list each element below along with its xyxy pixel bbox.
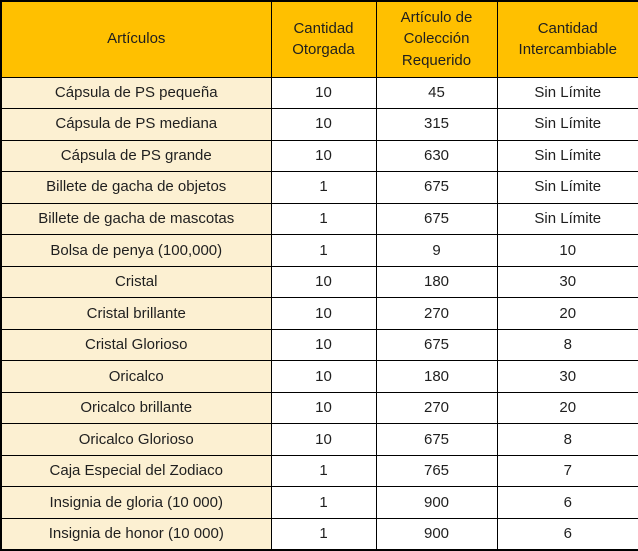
required-collection-item-cell: 900 xyxy=(376,518,497,550)
required-collection-item-cell: 900 xyxy=(376,487,497,519)
required-collection-item-cell: 630 xyxy=(376,140,497,172)
items-cell: Cápsula de PS mediana xyxy=(1,109,271,141)
exchangeable-quantity-cell: 7 xyxy=(497,455,638,487)
exchangeable-quantity-cell: 6 xyxy=(497,487,638,519)
exchangeable-quantity-cell: Sin Límite xyxy=(497,109,638,141)
items-cell: Insignia de gloria (10 000) xyxy=(1,487,271,519)
required-collection-item-cell: 9 xyxy=(376,235,497,267)
exchangeable-quantity-cell: 8 xyxy=(497,329,638,361)
items-cell: Caja Especial del Zodiaco xyxy=(1,455,271,487)
granted-quantity-cell: 10 xyxy=(271,424,376,456)
table-row xyxy=(1,77,638,109)
table-row xyxy=(1,487,638,519)
exchangeable-quantity-cell: Sin Límite xyxy=(497,203,638,235)
header-cell-required-collection-item: Artículo de Colección Requerido xyxy=(376,1,497,77)
granted-quantity-cell: 10 xyxy=(271,109,376,141)
exchangeable-quantity-cell: 20 xyxy=(497,298,638,330)
items-cell: Insignia de honor (10 000) xyxy=(1,518,271,550)
granted-quantity-cell: 10 xyxy=(271,77,376,109)
items-cell: Cápsula de PS pequeña xyxy=(1,77,271,109)
exchangeable-quantity-cell: 30 xyxy=(497,266,638,298)
required-collection-item-cell: 315 xyxy=(376,109,497,141)
table-body xyxy=(1,77,638,550)
exchangeable-quantity-cell: 8 xyxy=(497,424,638,456)
required-collection-item-cell: 180 xyxy=(376,266,497,298)
table-row xyxy=(1,424,638,456)
items-cell: Cristal Glorioso xyxy=(1,329,271,361)
table-row xyxy=(1,392,638,424)
granted-quantity-cell: 10 xyxy=(271,298,376,330)
items-cell: Oricalco Glorioso xyxy=(1,424,271,456)
items-cell: Billete de gacha de objetos xyxy=(1,172,271,204)
required-collection-item-cell: 675 xyxy=(376,172,497,204)
exchangeable-quantity-cell: 20 xyxy=(497,392,638,424)
required-collection-item-cell: 270 xyxy=(376,298,497,330)
required-collection-item-cell: 675 xyxy=(376,424,497,456)
items-cell: Cristal brillante xyxy=(1,298,271,330)
exchangeable-quantity-cell: 6 xyxy=(497,518,638,550)
items-cell: Oricalco brillante xyxy=(1,392,271,424)
required-collection-item-cell: 180 xyxy=(376,361,497,393)
required-collection-item-cell: 45 xyxy=(376,77,497,109)
table-header xyxy=(1,1,638,77)
granted-quantity-cell: 10 xyxy=(271,361,376,393)
granted-quantity-cell: 1 xyxy=(271,455,376,487)
table-row xyxy=(1,203,638,235)
exchangeable-quantity-cell: Sin Límite xyxy=(497,172,638,204)
granted-quantity-cell: 1 xyxy=(271,235,376,267)
granted-quantity-cell: 1 xyxy=(271,487,376,519)
table-row xyxy=(1,172,638,204)
exchangeable-quantity-cell: 30 xyxy=(497,361,638,393)
items-cell: Bolsa de penya (100,000) xyxy=(1,235,271,267)
table-row xyxy=(1,109,638,141)
table-row xyxy=(1,361,638,393)
table-row xyxy=(1,329,638,361)
table-row xyxy=(1,235,638,267)
header-row xyxy=(1,1,638,77)
required-collection-item-cell: 675 xyxy=(376,203,497,235)
granted-quantity-cell: 1 xyxy=(271,172,376,204)
required-collection-item-cell: 765 xyxy=(376,455,497,487)
required-collection-item-cell: 675 xyxy=(376,329,497,361)
granted-quantity-cell: 1 xyxy=(271,203,376,235)
table-row xyxy=(1,266,638,298)
items-cell: Cápsula de PS grande xyxy=(1,140,271,172)
granted-quantity-cell: 10 xyxy=(271,329,376,361)
items-cell: Cristal xyxy=(1,266,271,298)
table-row xyxy=(1,140,638,172)
header-cell-items: Artículos xyxy=(1,1,271,77)
exchangeable-quantity-cell: Sin Límite xyxy=(497,77,638,109)
exchangeable-quantity-cell: Sin Límite xyxy=(497,140,638,172)
granted-quantity-cell: 10 xyxy=(271,392,376,424)
granted-quantity-cell: 1 xyxy=(271,518,376,550)
table-row xyxy=(1,518,638,550)
header-cell-granted-quantity: Cantidad Otorgada xyxy=(271,1,376,77)
table-row xyxy=(1,298,638,330)
items-cell: Billete de gacha de mascotas xyxy=(1,203,271,235)
exchangeable-quantity-cell: 10 xyxy=(497,235,638,267)
granted-quantity-cell: 10 xyxy=(271,266,376,298)
granted-quantity-cell: 10 xyxy=(271,140,376,172)
table-row xyxy=(1,455,638,487)
items-cell: Oricalco xyxy=(1,361,271,393)
required-collection-item-cell: 270 xyxy=(376,392,497,424)
header-cell-exchangeable-quantity: Cantidad Intercambiable xyxy=(497,1,638,77)
